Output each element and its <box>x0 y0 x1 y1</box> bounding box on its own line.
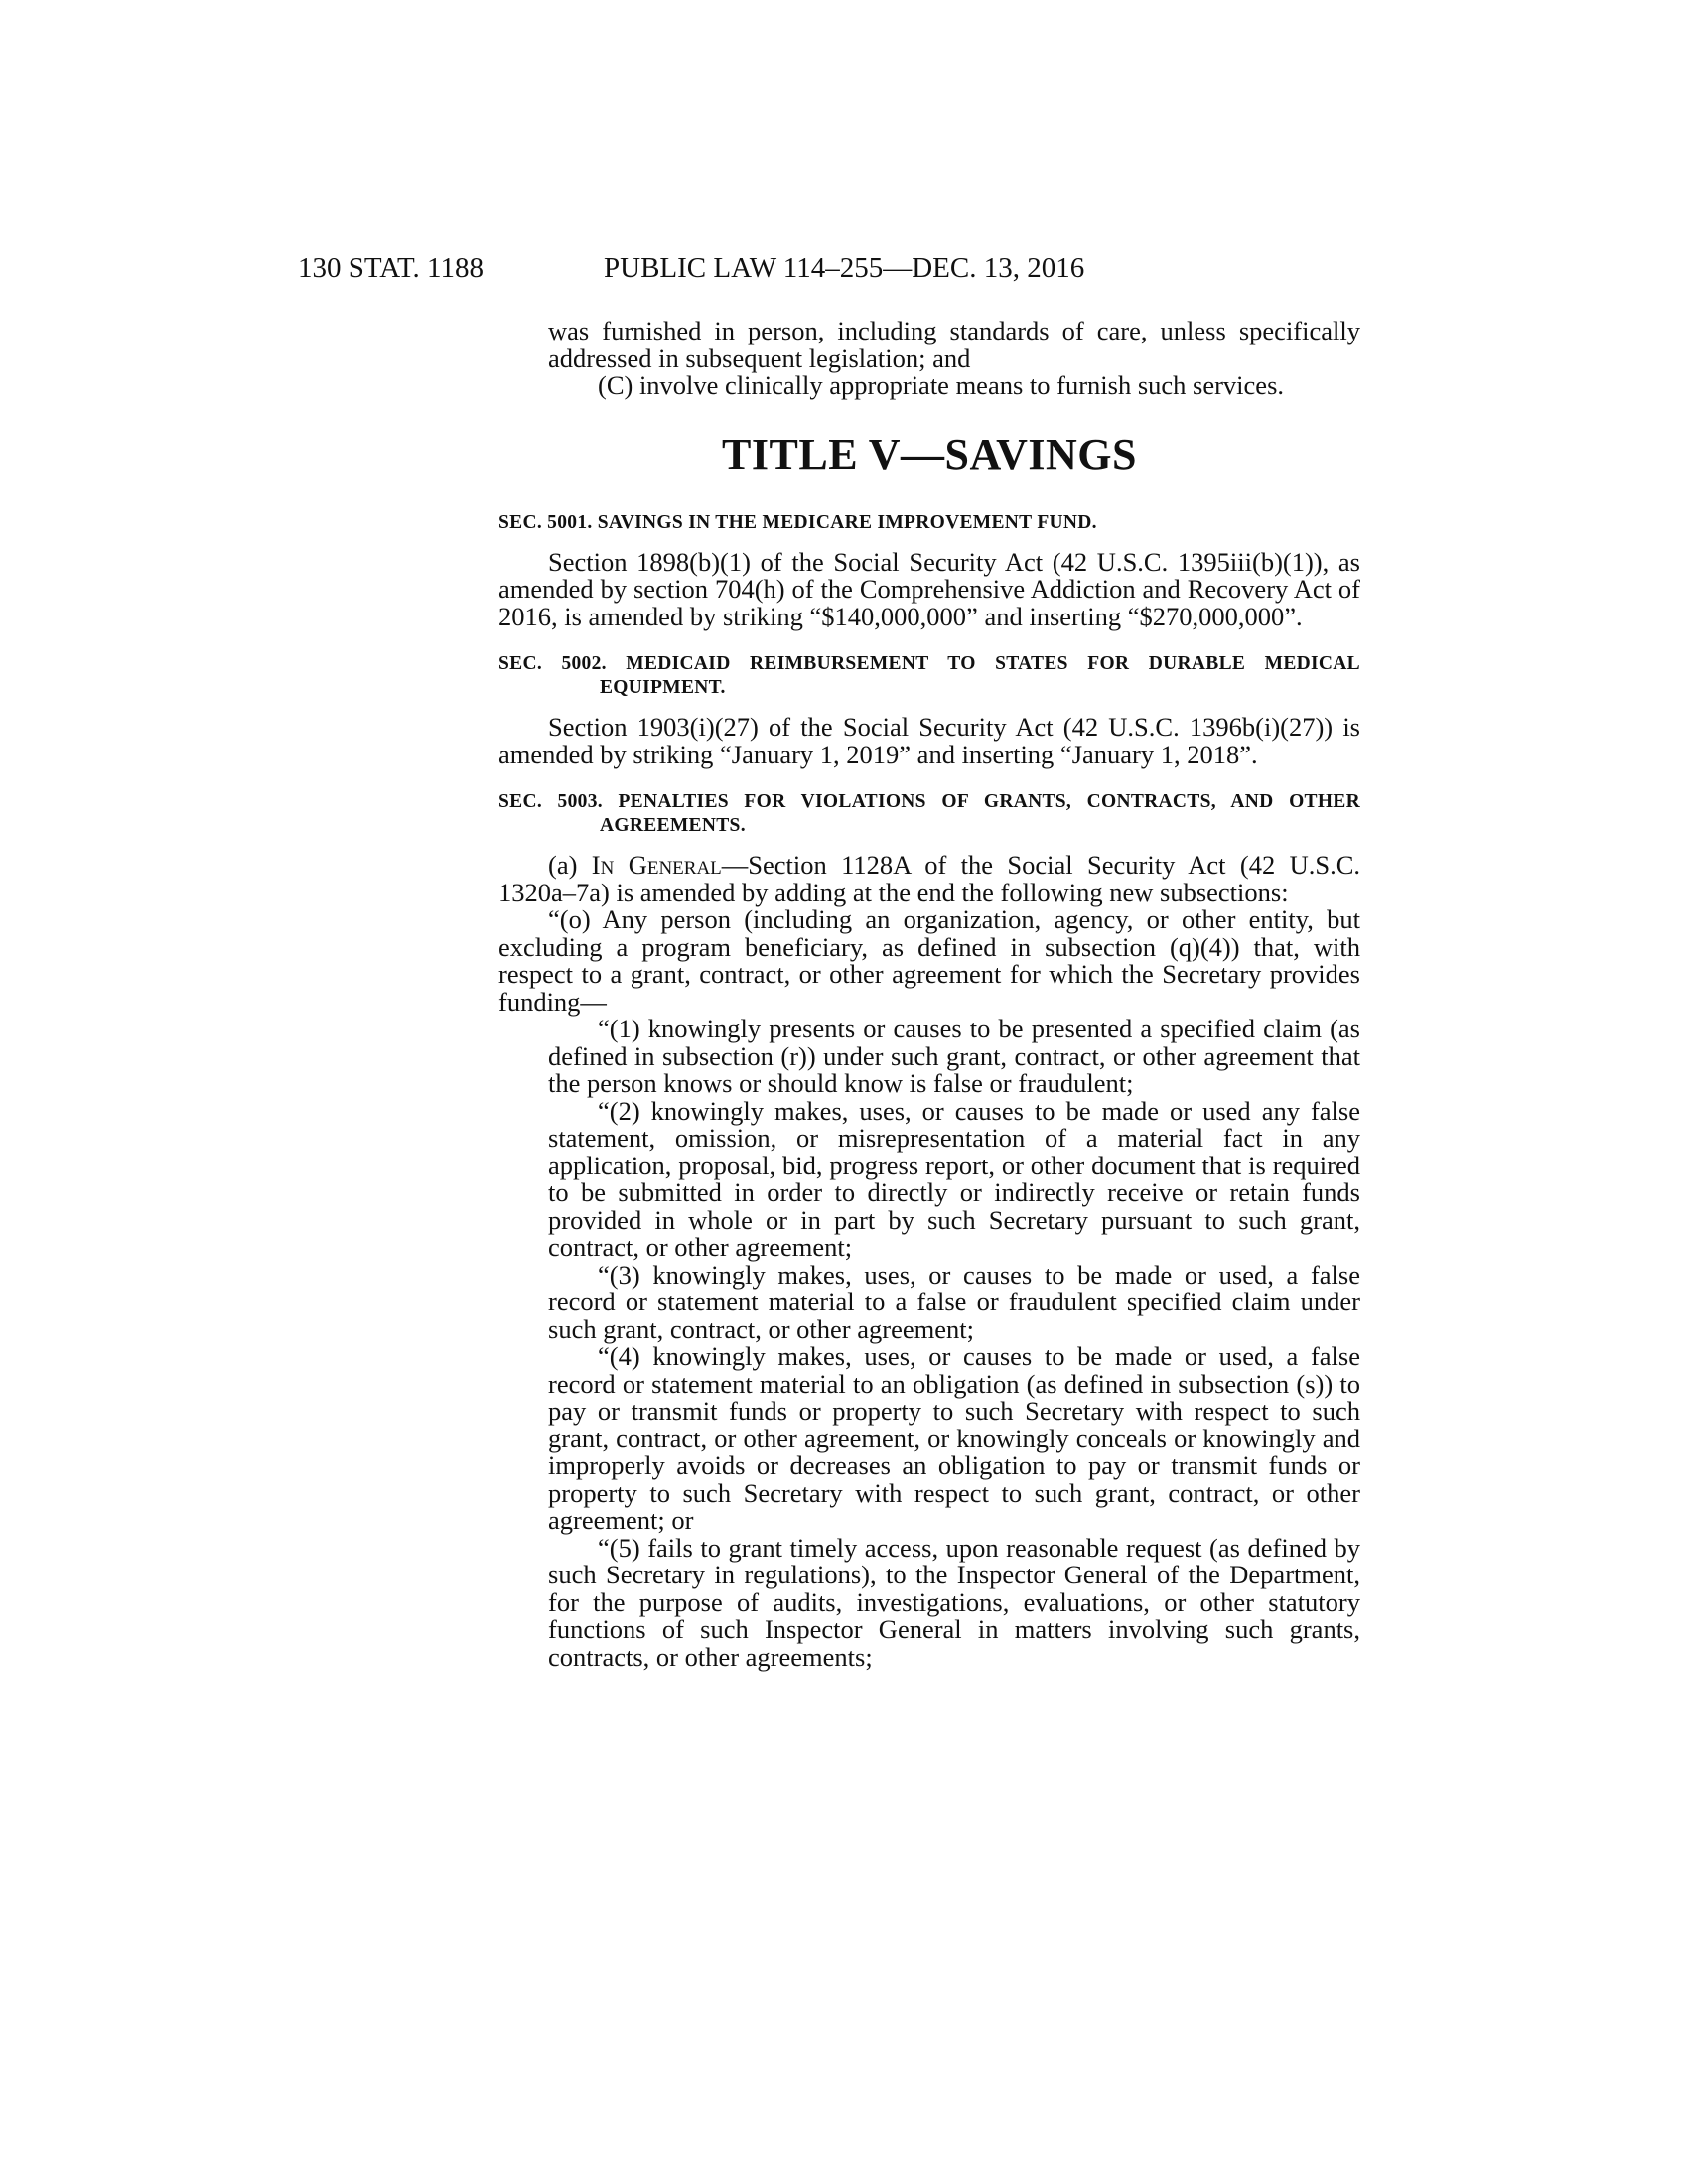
subsection-a-text: —Section 1128A of the Social Security Act (42 U.S.C. 1320a–7a) is amended by adding at the end the following new subsections: <box>498 850 1360 907</box>
section-5002-text: Section 1903(i)(27) of the Social Security Act (42 U.S.C. 1396b(i)(27)) is amended by striking “January 1, 2019” and inserting “January 1, 2018”. <box>498 712 1360 769</box>
subsection-a <box>498 852 1360 906</box>
title-heading: TITLE V—SAVINGS <box>722 429 1137 478</box>
paragraph-1: “(1) knowingly presents or causes to be presented a specified claim (as defined in subsection (r)) under such grant, contract, or other agreement that the person knows or should know is false or fraudulent; <box>548 1014 1360 1098</box>
carryover-paragraph: was furnished in person, including standards of care, unless specifically addressed in subsequent legislation; and <box>548 316 1360 373</box>
section-5001-heading: SEC. 5001. SAVINGS IN THE MEDICARE IMPROVEMENT FUND. <box>498 511 1097 533</box>
paragraph-4: “(4) knowingly makes, uses, or causes to be made or used, a false record or statement material to an obligation (as defined in subsection (s)) to pay or transmit funds or property to such Secretary with respect to such grant, contract, or other agreement, or knowingly conceals or knowingly and improperly avoids or decreases an obligation to pay or transmit funds or property to such Secretary with respect to such grant, contract, or other agreement; or <box>548 1341 1360 1535</box>
subsection-a-marker: (a) <box>548 850 578 880</box>
section-5002-heading: SEC. 5002. MEDICAID REIMBURSEMENT TO STATES FOR DURABLE MEDICAL EQUIPMENT. <box>498 653 1360 698</box>
paragraph-2: “(2) knowingly makes, uses, or causes to be made or used any false statement, omission, or misrepresentation of a material fact in any application, proposal, bid, progress report, or other document that is required to be submitted in order to directly or indirectly receive or retain funds provided in whole or in part by such Secretary pursuant to such grant, contract, or other agreement; <box>548 1095 1360 1262</box>
page-reference: 130 STAT. 1188 <box>298 252 484 284</box>
subsection-o: “(o) Any person (including an organization, agency, or other entity, but excluding a program beneficiary, as defined in subsection (q)(4)) that, with respect to a grant, contract, or other agreement for which the Secretary provides funding— <box>498 904 1360 1017</box>
paragraph-5: “(5) fails to grant timely access, upon reasonable request (as defined by such Secretary in regulations), to the Inspector General of the Department, for the purpose of audits, investigations, evaluations, or other statutory functions of such Inspector General in matters involving such grants, contracts, or other agreements; <box>548 1532 1360 1672</box>
page-body <box>498 318 1360 1671</box>
paragraph-3: “(3) knowingly makes, uses, or causes to be made or used, a false record or statement material to a false or fraudulent specified claim under such grant, contract, or other agreement; <box>548 1259 1360 1344</box>
subsection-a-label: In General <box>591 850 722 880</box>
carryover-subparagraph-c: (C) involve clinically appropriate means to furnish such services. <box>598 370 1285 400</box>
law-reference: PUBLIC LAW 114–255—DEC. 13, 2016 <box>604 252 1085 284</box>
section-5001-text: Section 1898(b)(1) of the Social Security Act (42 U.S.C. 1395iii(b)(1)), as amended by section 704(h) of the Comprehensive Addiction and Recovery Act of 2016, is amended by striking “$140,000,000” and inserting “$270,000,000”. <box>498 546 1360 631</box>
section-5003-heading: SEC. 5003. PENALTIES FOR VIOLATIONS OF GRANTS, CONTRACTS, AND OTHER AGREEMENTS. <box>498 791 1360 836</box>
running-head <box>298 248 1390 288</box>
